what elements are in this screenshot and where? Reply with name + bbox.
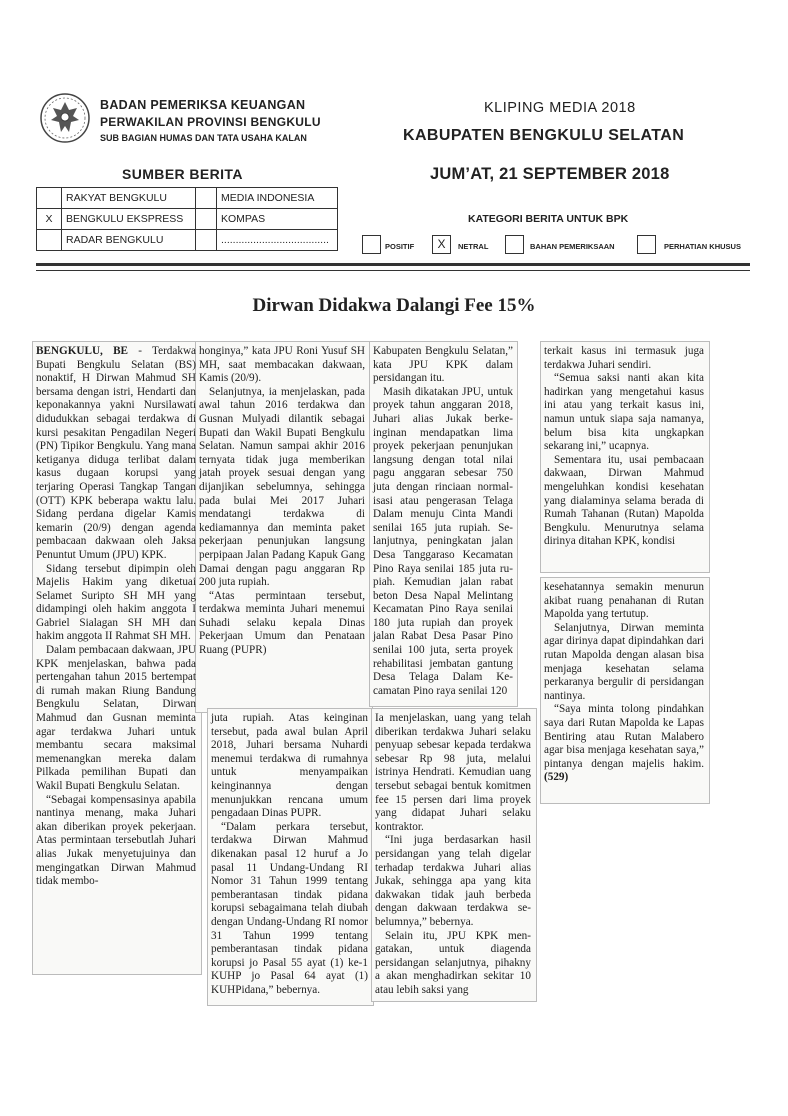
source-right: MEDIA INDONESIA <box>217 188 338 209</box>
source-left: RADAR BENGKULU <box>62 230 196 251</box>
source-table <box>36 187 338 251</box>
kategori-caption: KATEGORI BERITA UNTUK BPK <box>468 213 629 225</box>
source-left: BENGKULU EKSPRESS <box>62 209 196 230</box>
clipping-date: JUM’AT, 21 SEPTEMBER 2018 <box>430 165 670 183</box>
paragraph: “Sebagai kompensasinya apabila nantinya menang, maka Juhari akan diberikan proyek pekerjaan. Atas permintaan tersebutlah Juhari alias Jukak menyetujuinya dan mengingatkan Dirwan Mahmud tidak membo- <box>36 793 196 888</box>
checkbox-perhatian-khusus[interactable] <box>637 235 656 254</box>
source-row <box>37 230 338 251</box>
article-column-7 <box>544 581 704 785</box>
article-column-3 <box>373 345 513 698</box>
org-branch: PERWAKILAN PROVINSI BENGKULU <box>100 115 321 129</box>
source-mark: X <box>37 209 62 230</box>
article-column-2 <box>199 345 365 658</box>
paragraph: Ia menjelaskan, uang yang telah diberikan terdakwa Juhari selaku penyuap sebesar kepada terdakwa sebesar Rp 98 juta, melalui istrinya Hendrati. Kemudian uang tersebut sebagai bentuk komitmen fee 15 persen dari lima proyek yang didapat Juhari selaku kontraktor. <box>375 712 531 833</box>
source-right: KOMPAS <box>217 209 338 230</box>
dateline: BENGKULU, BE <box>36 345 129 357</box>
source-right: ..................................... <box>217 230 338 251</box>
paragraph: honginya,” kata JPU Roni Yusuf SH MH, saat membacakan dakwaan, Kamis (20/9). <box>199 345 365 385</box>
paragraph: Dalam pembacaan dakwaan, JPU KPK menjelaskan, bahwa pada pertengahan tahun 2015 bertempat di rumah makan Riung Bandung Bengkulu Selatan, Dirwan Mahmud dan Gusnan meminta agar terdakwa Juhari untuk membantu secara maksimal memenangkan mereka dalam Pilkada pemilihan Bupati dan Wakil Bupati Bengkulu Selatan. <box>36 644 196 792</box>
article-column-4 <box>211 712 368 997</box>
paragraph: Sidang tersebut dipimpin oleh Majelis Hakim yang diketuai Selamet Suripto SH MH yang didampingi oleh hakim anggota I Gabriel Sialagan SH MH dan hakim anggota II Rahmat SH MH. <box>36 562 196 643</box>
paragraph: Masih dikatakan JPU, untuk proyek tahun anggaran 2018, Juhari alias Jukak berkeinginan mendapatkan lima proyek pekerjaan penunjukan langsung dengan total nilai pagu anggaran sebesar 750 juta dengan rinciaan normalisasi atau pengerasan Telaga Dalam menuju Cinta Mandi senilai 165 juta rupiah. Selanjutnya, peningkatan jalan Desa Tanggaraso Kecamatan Pino Raya senilai 185 juta rupiah. Kemudian jalan rabat beton Desa Napal Melintang Kecamatan Pino Raya senilai 180 juta rupiah dan proyek jalan Rabat Desa Pasar Pino senilai 100 juta, serta proyek rehabilitasi jembatan gantung Desa Telaga Dalam Kecamatan Pino raya senilai 120 <box>373 385 513 697</box>
header-rule-thin <box>36 270 750 271</box>
paragraph: juta rupiah. Atas keinginan tersebut, pada awal bulan April 2018, Juhari bersama Nuhardi menemui terdakwa di rumahnya untuk menyampaikan keinginannya dengan menunjukkan rencana umum pengadaan Dinas PUPR. <box>211 712 368 820</box>
paragraph: “Saya minta tolong pindahkan saya dari Rutan Mapolda ke Lapas Bentiring atau Rutan Malabero agar bisa menjaga kesehatan saya,” pintanya dengan majelis hakim. <box>544 703 704 770</box>
article-column-5 <box>375 712 531 997</box>
source-row <box>37 209 338 230</box>
paragraph: kesehatannya semakin menurun akibat ruang penahanan di Rutan Mapolda yang tertutup. <box>544 581 704 621</box>
article-code: (529) <box>544 771 569 784</box>
checkbox-positif[interactable] <box>362 235 381 254</box>
source-mark <box>37 230 62 251</box>
org-subdivision: SUB BAGIAN HUMAS DAN TATA USAHA KALAN <box>100 133 307 143</box>
paragraph: Selain itu, JPU KPK mengatakan, untuk diagenda persidangan selanjutnya, pihakny a akan menghadirkan sekitar 10 atau lebih saksi yang <box>375 929 531 996</box>
kliping-label: KLIPING MEDIA 2018 <box>484 100 636 116</box>
paragraph: Sementara itu, usai pembacaan dakwaan, Dirwan Mahmud mengeluhkan kondisi kesehatan yang dialaminya selama berada di Rumah Tahanan (Rutan) Mapolda Bengkulu. Menurutnya selama dirinya ditahan KPK, kondisi <box>544 453 704 548</box>
paragraph: Kabupaten Bengkulu Selatan,” kata JPU KPK dalam persidangan itu. <box>373 345 513 385</box>
region-title: KABUPATEN BENGKULU SELATAN <box>403 127 685 144</box>
article-column-6 <box>544 345 704 549</box>
source-row <box>37 188 338 209</box>
paragraph: terkait kasus ini termasuk juga terdakwa Juhari sendiri. <box>544 345 704 371</box>
header-rule <box>36 263 750 266</box>
org-name: BADAN PEMERIKSA KEUANGAN <box>100 98 306 112</box>
paragraph: Selanjutnya, ia menjelaskan, pada awal tahun 2016 terdakwa dan Gusnan Mulyadi dilantik sebagai Bupati dan Wakil Bupati Bengkulu Selatan. Namun sampai akhir 2016 ternyata tidak juga memberikan jatah proyek sesuai dengan yang dijanjikan sebelumnya, sehingga pada bulai Mei 2017 Juhari mendatangi terdakwa di kediamannya dan meminta paket pekerjaan penunjukan langsung perpipaan Jalan Padang Kapuk Gang Damai dengan pagu anggaran Rp 200 juta rupiah. <box>199 385 365 589</box>
label-positif: POSITIF <box>385 242 415 251</box>
source-left: RAKYAT BENGKULU <box>62 188 196 209</box>
label-netral: NETRAL <box>458 242 489 251</box>
paragraph: “Semua saksi nanti akan kita hadirkan yang mengetahui kasus ini atau yang terkait kasus ini, namun untuk siapa saja namanya, belum bisa kita ungkapkan sekarang ini,” ucapnya. <box>544 372 704 453</box>
article-title: Dirwan Didakwa Dalangi Fee 15% <box>252 295 536 316</box>
paragraph: Selanjutnya, Dirwan meminta agar dirinya dapat dipindahkan dari rutan Mapolda dengan alasan bisa menjaga kesehatan selama perkaranya bergulir di persidangan nantinya. <box>544 621 704 702</box>
article-column-1: BENGKULU, BE - Terdakwa Bupati Bengkulu Selatan (BS) nonaktif, H Dirwan Mahmud SH bersama dengan istri, Hendarti dan keponakannya yakni Nursilawati didudukkan sebagai terdakwa di kursi pesakitan Pengadilan Negeri (PN) Tipikor Bengkulu. Yang mana ketiganya diduga terlibat dalam kasus dugaan korupsi yang terjaring Operasi Tangkap Tangan (OTT) KPK beberapa waktu lalu. Sidang perdana digelar Kamis kemarin (20/9) dengan agenda pembacaan dakwaan oleh Jaksa Penuntut Umum (JPU) KPK. Sidang tersebut dipimpin oleh Majelis Hakim yang diketuai Selamet Suripto SH MH yang didampingi oleh hakim anggota I Gabriel Sialagan SH MH dan hakim anggota II Rahmat SH MH. Dalam pembacaan dakwaan, JPU KPK menjelaskan, bahwa pada pertengahan tahun 2015 bertempat di rumah makan Riung Bandung Bengkulu Selatan, Dirwan Mahmud dan Gusnan meminta agar terdakwa Juhari untuk membantu secara maksimal memenangkan mereka dalam Pilkada pemilihan Bupati dan Wakil Bupati Bengkulu Selatan. “Sebagai kompensasinya apabila nantinya menang, maka Juhari akan diberikan proyek pekerjaan. Atas permintaan tersebutlah Juhari alias Jukak menyetujuinya dan mengingatkan Dirwan Mahmud tidak membo- <box>36 345 197 888</box>
label-perhatian-khusus: PERHATIAN KHUSUS <box>664 242 741 251</box>
label-bahan-pemeriksaan: BAHAN PEMERIKSAAN <box>530 242 615 251</box>
source-mark <box>37 188 62 209</box>
bpk-emblem-icon <box>35 88 95 148</box>
paragraph: “Atas permintaan tersebut, terdakwa meminta Juhari menemui Suhadi selaku kepala Dinas Pekerjaan Umum dan Penataan Ruang (PUPR) <box>199 589 365 657</box>
paragraph: “Ini juga berdasarkan hasil persidangan yang telah digelar terhadap terdakwa Juhari alias Jukak, sehingga apa yang kita dakwakan tidak jauh berbeda dengan dakwaan terdakwa sebelumnya,” bebernya. <box>375 834 531 928</box>
checkbox-netral[interactable]: X <box>432 235 451 254</box>
checkbox-bahan-pemeriksaan[interactable] <box>505 235 524 254</box>
paragraph: “Dalam perkara tersebut, terdakwa Dirwan Mahmud dikenakan pasal 12 huruf a Jo pasal 11 Undang-Undang RI Nomor 31 Tahun 1999 tentang pemberantasan tindak pidana korupsi sebagaimana telah diubah dengan Undang-Undang RI nomor 31 Tahun 1999 tentang pemberantasan tindak pidana korupsi jo Pasal 55 ayat (1) ke-1 KUHP jo Pasal 64 ayat (1) KUHPidana,” bebernya. <box>211 820 368 996</box>
sumber-caption: SUMBER BERITA <box>122 166 243 182</box>
